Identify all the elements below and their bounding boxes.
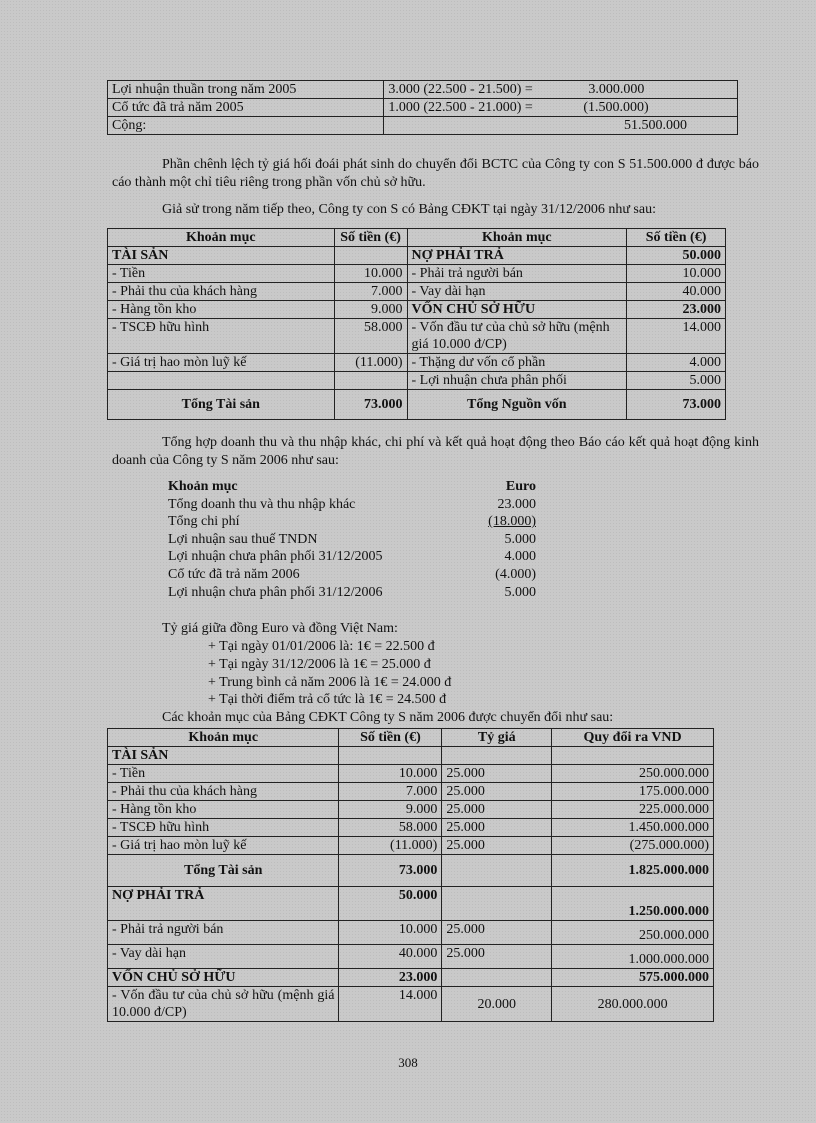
section-label: VỐN CHỦ SỞ HỮU xyxy=(108,969,339,987)
vnd-amount: 1.450.000.000 xyxy=(552,819,714,837)
item-label: - Vốn đầu tư của chủ sở hữu (mệnh giá 10.000 đ/CP) xyxy=(108,987,339,1022)
income-value: (4.000) xyxy=(495,566,536,582)
amount-cell: 50.000 xyxy=(627,247,726,265)
column-header: Khoản mục xyxy=(407,229,627,247)
row-formula: 3.000 (22.500 - 21.500) = xyxy=(388,82,533,97)
amount-cell: 58.000 xyxy=(334,319,407,354)
table-row xyxy=(108,247,726,265)
amount-cell xyxy=(334,372,407,390)
table-row xyxy=(108,354,726,372)
exchange-rate: 25.000 xyxy=(442,945,552,969)
exchange-rate: 25.000 xyxy=(442,837,552,855)
total-label: Tổng Nguồn vốn xyxy=(407,390,627,420)
item-label: - Phải trả người bán xyxy=(407,265,627,283)
table-row xyxy=(108,819,714,837)
income-label: Lợi nhuận sau thuế TNDN xyxy=(168,531,318,547)
list-item xyxy=(168,531,536,549)
exchange-rate: 25.000 xyxy=(442,921,552,945)
row-calc xyxy=(384,99,738,117)
exchange-rate: 25.000 xyxy=(442,765,552,783)
column-header: Số tiền (€) xyxy=(339,729,442,747)
item-label: - Tiền xyxy=(108,765,339,783)
euro-amount: 50.000 xyxy=(339,887,442,921)
item-label: - TSCĐ hữu hình xyxy=(108,819,339,837)
table-row xyxy=(108,945,714,969)
income-label: Tổng chi phí xyxy=(168,514,240,530)
exchange-rate-item: + Trung bình cả năm 2006 là 1€ = 24.000 đ xyxy=(208,675,452,690)
total-label: Tổng Tài sản xyxy=(108,855,339,887)
total-value: 51.500.000 xyxy=(384,117,738,135)
amount-cell: 9.000 xyxy=(334,301,407,319)
row-calc xyxy=(384,81,738,99)
exchange-rate-item: + Tại ngày 31/12/2006 là 1€ = 25.000 đ xyxy=(208,657,431,672)
exchange-rate-item: + Tại ngày 01/01/2006 là: 1€ = 22.500 đ xyxy=(208,639,435,654)
income-value: 5.000 xyxy=(504,584,536,600)
balance-sheet-conversion-table xyxy=(107,728,714,1022)
list-item xyxy=(168,584,536,602)
row-label: Lợi nhuận thuần trong năm 2005 xyxy=(108,81,384,99)
vnd-amount: 280.000.000 xyxy=(552,987,714,1022)
item-label: - Giá trị hao mòn luỹ kế xyxy=(108,837,339,855)
table-row xyxy=(108,372,726,390)
row-result: 3.000.000 xyxy=(588,82,645,97)
item-label: - Hàng tồn kho xyxy=(108,301,335,319)
income-value: 5.000 xyxy=(504,531,536,547)
table-header-row xyxy=(108,729,714,747)
table-header-row xyxy=(108,229,726,247)
vnd-amount: 250.000.000 xyxy=(552,921,714,945)
column-header: Số tiền (€) xyxy=(627,229,726,247)
vnd-amount: (275.000.000) xyxy=(552,837,714,855)
vnd-amount: 250.000.000 xyxy=(552,765,714,783)
table-row xyxy=(108,921,714,945)
amount-cell: 5.000 xyxy=(627,372,726,390)
table-row xyxy=(108,765,714,783)
list-item xyxy=(168,496,536,514)
section-label: NỢ PHẢI TRẢ xyxy=(108,887,339,921)
total-amount: 73.000 xyxy=(334,390,407,420)
exchange-rate: 25.000 xyxy=(442,801,552,819)
exchange-rate-item: + Tại thời điểm trả cổ tức là 1€ = 24.500 đ xyxy=(208,692,447,707)
exchange-rate: 25.000 xyxy=(442,783,552,801)
table-total-row xyxy=(108,390,726,420)
income-label: Tổng doanh thu và thu nhập khác xyxy=(168,496,356,512)
table-row xyxy=(108,987,714,1022)
total-vnd: 1.825.000.000 xyxy=(552,855,714,887)
euro-amount: 23.000 xyxy=(339,969,442,987)
column-header: Khoản mục xyxy=(108,229,335,247)
income-value: 4.000 xyxy=(504,549,536,565)
paragraph-balance-intro: Giả sử trong năm tiếp theo, Công ty con S có Bảng CĐKT tại ngày 31/12/2006 như sau: xyxy=(162,202,656,217)
table-row xyxy=(108,969,714,987)
row-result: (1.500.000) xyxy=(583,100,649,115)
table-row xyxy=(108,283,726,301)
item-label: - Lợi nhuận chưa phân phối xyxy=(407,372,627,390)
table-row xyxy=(108,117,738,135)
item-label: - Hàng tồn kho xyxy=(108,801,339,819)
list-header xyxy=(168,478,536,496)
list-item xyxy=(168,566,536,584)
income-label: Cổ tức đã trả năm 2006 xyxy=(168,566,300,582)
euro-amount: 58.000 xyxy=(339,819,442,837)
amount-cell: 4.000 xyxy=(627,354,726,372)
euro-amount: 7.000 xyxy=(339,783,442,801)
column-header: Quy đổi ra VND xyxy=(552,729,714,747)
vnd-amount: 1.250.000.000 xyxy=(552,887,714,921)
amount-cell: 40.000 xyxy=(627,283,726,301)
paragraph-income-intro: Tổng hợp doanh thu và thu nhập khác, chi phí và kết quả hoạt động theo Báo cáo kết quả hoạt động kinh doanh của Công ty S năm 2006 như sau: xyxy=(112,435,759,468)
income-value: (18.000) xyxy=(488,514,536,530)
income-label: Lợi nhuận chưa phân phối 31/12/2006 xyxy=(168,584,383,600)
total-euro: 73.000 xyxy=(339,855,442,887)
paragraph-conversion-intro: Các khoản mục của Bảng CĐKT Công ty S năm 2006 được chuyển đổi như sau: xyxy=(162,710,614,725)
income-label: Lợi nhuận chưa phân phối 31/12/2005 xyxy=(168,549,383,565)
income-header-value: Euro xyxy=(505,479,536,494)
vnd-amount: 225.000.000 xyxy=(552,801,714,819)
item-label: - Phải trả người bán xyxy=(108,921,339,945)
row-label: Cổ tức đã trả năm 2005 xyxy=(108,99,384,117)
vnd-amount: 575.000.000 xyxy=(552,969,714,987)
paragraph-translation-difference: Phần chênh lệch tỷ giá hối đoái phát sinh do chuyển đổi BCTC của Công ty con S 51.500.000 đ được báo cáo thành một chỉ tiêu riêng trong phần vốn chủ sở hữu. xyxy=(112,157,759,190)
exchange-rate: 25.000 xyxy=(442,819,552,837)
column-header: Khoản mục xyxy=(108,729,339,747)
page-number: 308 xyxy=(398,1055,418,1070)
item-label: - TSCĐ hữu hình xyxy=(108,319,335,354)
euro-amount: (11.000) xyxy=(339,837,442,855)
item-label: - Vốn đầu tư của chủ sở hữu (mệnh giá 10.000 đ/CP) xyxy=(407,319,627,354)
total-label: Cộng: xyxy=(108,117,384,135)
item-label: - Vay dài hạn xyxy=(108,945,339,969)
item-label: - Tiền xyxy=(108,265,335,283)
item-label: - Giá trị hao mòn luỹ kế xyxy=(108,354,335,372)
table-row xyxy=(108,837,714,855)
euro-amount: 40.000 xyxy=(339,945,442,969)
amount-cell: 10.000 xyxy=(334,265,407,283)
total-label: Tổng Tài sản xyxy=(108,390,335,420)
income-header-label: Khoản mục xyxy=(168,479,238,494)
amount-cell: 7.000 xyxy=(334,283,407,301)
table-row xyxy=(108,265,726,283)
item-label: - Phải thu của khách hàng xyxy=(108,783,339,801)
exchange-rate-title: Tỷ giá giữa đồng Euro và đồng Việt Nam: xyxy=(162,621,398,636)
table-row xyxy=(108,319,726,354)
balance-sheet-2006-table xyxy=(107,228,726,420)
vnd-amount: 175.000.000 xyxy=(552,783,714,801)
euro-amount: 9.000 xyxy=(339,801,442,819)
item-label: - Thặng dư vốn cổ phần xyxy=(407,354,627,372)
amount-cell xyxy=(334,247,407,265)
amount-cell: (11.000) xyxy=(334,354,407,372)
section-label: VỐN CHỦ SỞ HỮU xyxy=(407,301,627,319)
amount-cell: 10.000 xyxy=(627,265,726,283)
translation-difference-table xyxy=(107,80,738,135)
table-row xyxy=(108,301,726,319)
vnd-amount: 1.000.000.000 xyxy=(552,945,714,969)
amount-cell: 14.000 xyxy=(627,319,726,354)
table-total-row xyxy=(108,855,714,887)
list-item xyxy=(168,513,536,531)
exchange-rate: 20.000 xyxy=(442,987,552,1022)
column-header: Số tiền (€) xyxy=(334,229,407,247)
column-header: Tỷ giá xyxy=(442,729,552,747)
euro-amount: 10.000 xyxy=(339,921,442,945)
table-row xyxy=(108,783,714,801)
table-row xyxy=(108,99,738,117)
euro-amount: 10.000 xyxy=(339,765,442,783)
euro-amount: 14.000 xyxy=(339,987,442,1022)
table-row xyxy=(108,747,714,765)
total-amount: 73.000 xyxy=(627,390,726,420)
list-item xyxy=(168,548,536,566)
section-label: TÀI SẢN xyxy=(108,247,335,265)
item-label xyxy=(108,372,335,390)
table-row xyxy=(108,887,714,921)
income-statement-list xyxy=(168,478,536,601)
table-row xyxy=(108,801,714,819)
amount-cell: 23.000 xyxy=(627,301,726,319)
section-label: TÀI SẢN xyxy=(108,747,339,765)
item-label: - Phải thu của khách hàng xyxy=(108,283,335,301)
income-value: 23.000 xyxy=(497,496,536,512)
row-formula: 1.000 (22.500 - 21.000) = xyxy=(388,100,533,115)
item-label: - Vay dài hạn xyxy=(407,283,627,301)
section-label: NỢ PHẢI TRẢ xyxy=(407,247,627,265)
table-row xyxy=(108,81,738,99)
